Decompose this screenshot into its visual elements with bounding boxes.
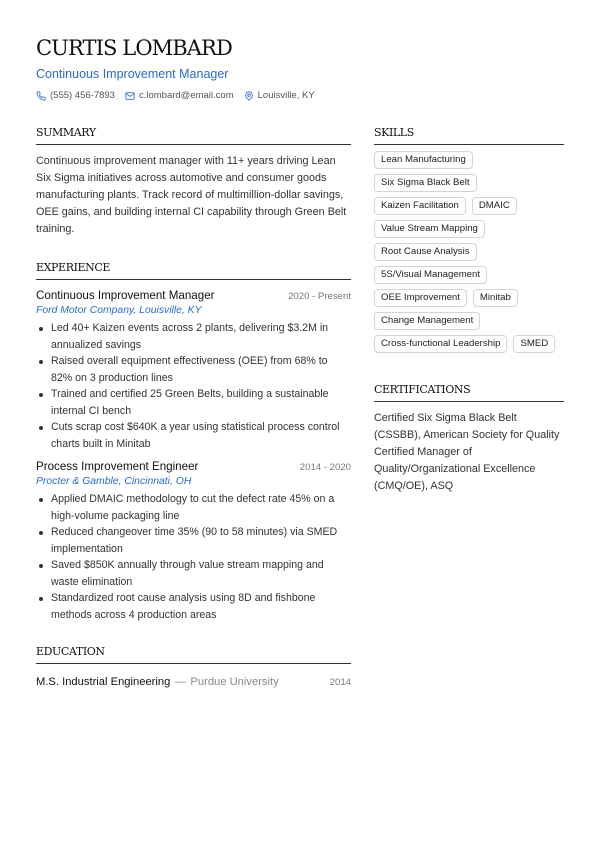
side-column (374, 126, 564, 495)
skill-chip: Lean Manufacturing (374, 151, 473, 169)
job-company: Ford Motor Company, Louisville, KY (36, 305, 202, 316)
education-separator: — (174, 676, 186, 688)
job-bullet: Applied DMAIC methodology to cut the defect rate 45% on a high-volume packaging line (36, 491, 351, 524)
job-bullet: Raised overall equipment effectiveness (OEE) from 68% to 82% on 3 production lines (36, 353, 351, 386)
job-bullets (36, 320, 351, 452)
mail-icon (125, 91, 135, 101)
job-bullet: Led 40+ Kaizen events across 2 plants, delivering $3.2M in annualized savings (36, 320, 351, 353)
contact-bar (36, 90, 325, 101)
job-dates: 2020 - Present (288, 291, 351, 302)
certifications-section (374, 383, 564, 495)
skill-chip: 5S/Visual Management (374, 266, 487, 284)
skill-chip: OEE Improvement (374, 289, 467, 307)
skills-section (374, 126, 564, 358)
skill-chip: Minitab (473, 289, 518, 307)
email-text: c.lombard@email.com (138, 90, 234, 101)
map-pin-icon (244, 91, 254, 101)
skill-chip: Six Sigma Black Belt (374, 174, 477, 192)
job-bullets (36, 491, 351, 623)
candidate-name: CURTIS LOMBARD (36, 36, 232, 60)
candidate-title: Continuous Improvement Manager (36, 67, 229, 81)
experience-heading: EXPERIENCE (36, 261, 351, 280)
phone-icon (36, 91, 46, 101)
skill-chip: Value Stream Mapping (374, 220, 485, 238)
contact-location (244, 90, 315, 101)
phone-text: (555) 456-7893 (50, 90, 115, 101)
skills-list (374, 151, 564, 358)
summary-heading: SUMMARY (36, 126, 351, 145)
job-dates: 2014 - 2020 (299, 462, 351, 473)
job-bullet: Standardized root cause analysis using 8D and fishbone methods across 4 production areas (36, 590, 351, 623)
job-entry (36, 460, 351, 623)
job-bullet: Reduced changeover time 35% (90 to 58 minutes) via SMED implementation (36, 524, 351, 557)
main-column (36, 126, 351, 690)
education-school: Purdue University (190, 676, 279, 688)
summary-text: Continuous improvement manager with 11+ years driving Lean Six Sigma initiatives across automotive and consumer goods manufacturing plants. Track record of multimillion-dollar savings, OEE gains, and building internal CI capability through Green Belt training. (36, 155, 347, 235)
job-title: Process Improvement Engineer (36, 460, 199, 473)
contact-email (125, 90, 234, 101)
education-section (36, 645, 351, 690)
job-bullet: Trained and certified 25 Green Belts, building a sustainable internal CI bench (36, 386, 351, 419)
job-title: Continuous Improvement Manager (36, 289, 215, 302)
skills-heading: SKILLS (374, 126, 564, 145)
skill-chip: DMAIC (472, 197, 517, 215)
education-heading: EDUCATION (36, 645, 351, 664)
skill-chip: Kaizen Facilitation (374, 197, 466, 215)
skill-chip: Cross-functional Leadership (374, 335, 507, 353)
summary-section (36, 126, 351, 238)
education-year: 2014 (329, 677, 351, 688)
certifications-text: Certified Six Sigma Black Belt (CSSBB), American Society for Quality Certified Manager of Quality/Organizational Excellence (CMQ/OE), ASQ (374, 412, 560, 492)
education-degree: M.S. Industrial Engineering (36, 676, 171, 688)
skill-chip: Root Cause Analysis (374, 243, 477, 261)
contact-phone (36, 90, 115, 101)
job-company: Procter & Gamble, Cincinnati, OH (36, 476, 192, 487)
job-entry (36, 289, 351, 452)
skill-chip: Change Management (374, 312, 480, 330)
education-entry (36, 672, 351, 690)
skill-chip: SMED (513, 335, 555, 353)
experience-section (36, 261, 351, 623)
location-text: Louisville, KY (257, 90, 315, 101)
job-bullet: Cuts scrap cost $640K a year using statistical process control charts built in Minitab (36, 419, 351, 452)
certifications-heading: CERTIFICATIONS (374, 383, 564, 402)
job-bullet: Saved $850K annually through value stream mapping and waste elimination (36, 557, 351, 590)
